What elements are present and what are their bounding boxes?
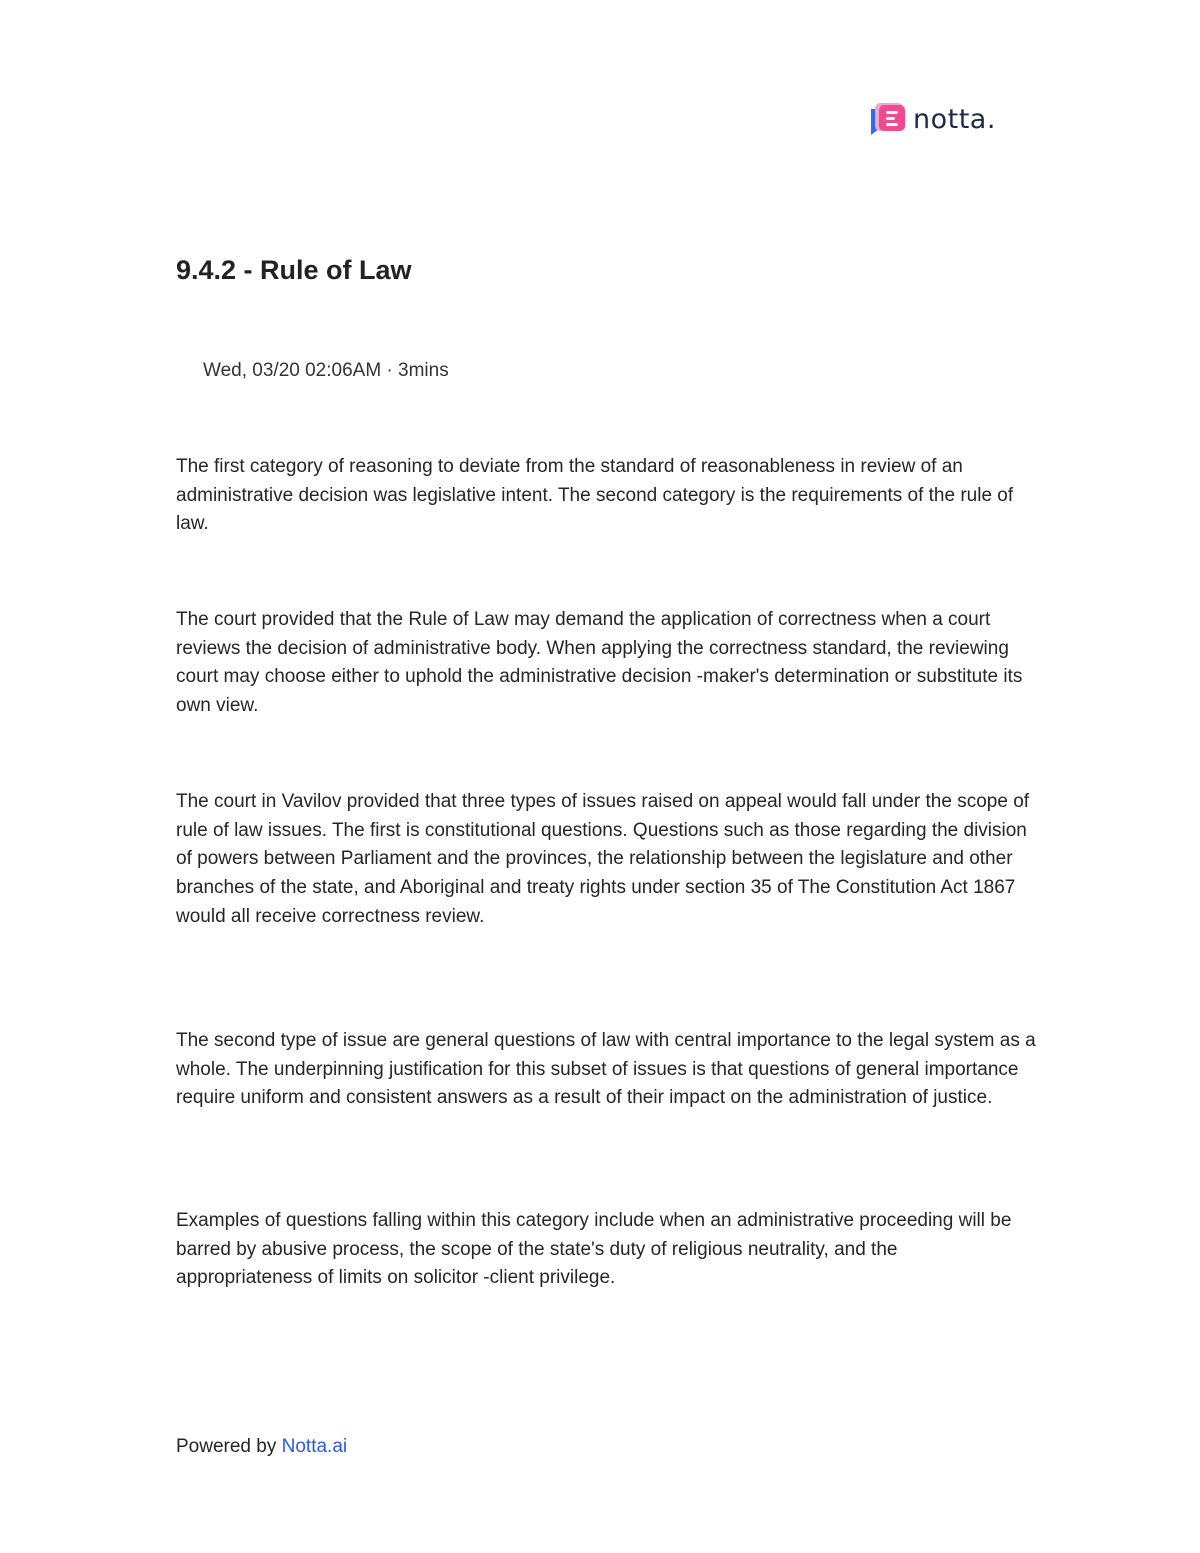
paragraph-3: The court in Vavilov provided that three types of issues raised on appeal would fall under the scope of rule of law issues. The first is constitutional questions. Questions such as those regarding the division of powers between Parliament and the provinces, the relationship between the legislature and other branches of the state, and Aboriginal and treaty rights under section 35 of The Constitution Act 1867 would all receive correctness review.	[176, 791, 1030, 927]
paragraph-2: The court provided that the Rule of Law may demand the application of correctness when a court reviews the decision of administrative body. When applying the correctness standard, the reviewing court may choose either to uphold the administrative decision -maker's determination or substitute its own view.	[176, 609, 1023, 717]
notta-logo-text: notta.	[913, 104, 996, 135]
notta-logo-icon	[869, 101, 909, 139]
powered-by-label: Powered by	[176, 1436, 282, 1457]
paragraph-5: Examples of questions falling within this category include when an administrative proceeding will be barred by abusive process, the scope of the state's duty of religious neutrality, and the appropriateness of limits on solicitor -client privilege.	[176, 1210, 1012, 1289]
recording-meta: Wed, 03/20 02:06AM · 3mins	[203, 360, 449, 381]
notta-ai-link[interactable]: Notta.ai	[281, 1436, 348, 1457]
notta-logo	[869, 101, 996, 139]
paragraph-4: The second type of issue are general questions of law with central importance to the legal system as a whole. The underpinning justification for this subset of issues is that questions of general importance require uniform and consistent answers as a result of their impact on the administration of justice.	[176, 1030, 1036, 1109]
powered-by-footer	[176, 1433, 347, 1461]
document-title: 9.4.2 - Rule of Law	[176, 255, 412, 285]
paragraph-1: The first category of reasoning to deviate from the standard of reasonableness in review of an administrative decision was legislative intent. The second category is the requirements of the rule of law.	[176, 456, 1014, 535]
